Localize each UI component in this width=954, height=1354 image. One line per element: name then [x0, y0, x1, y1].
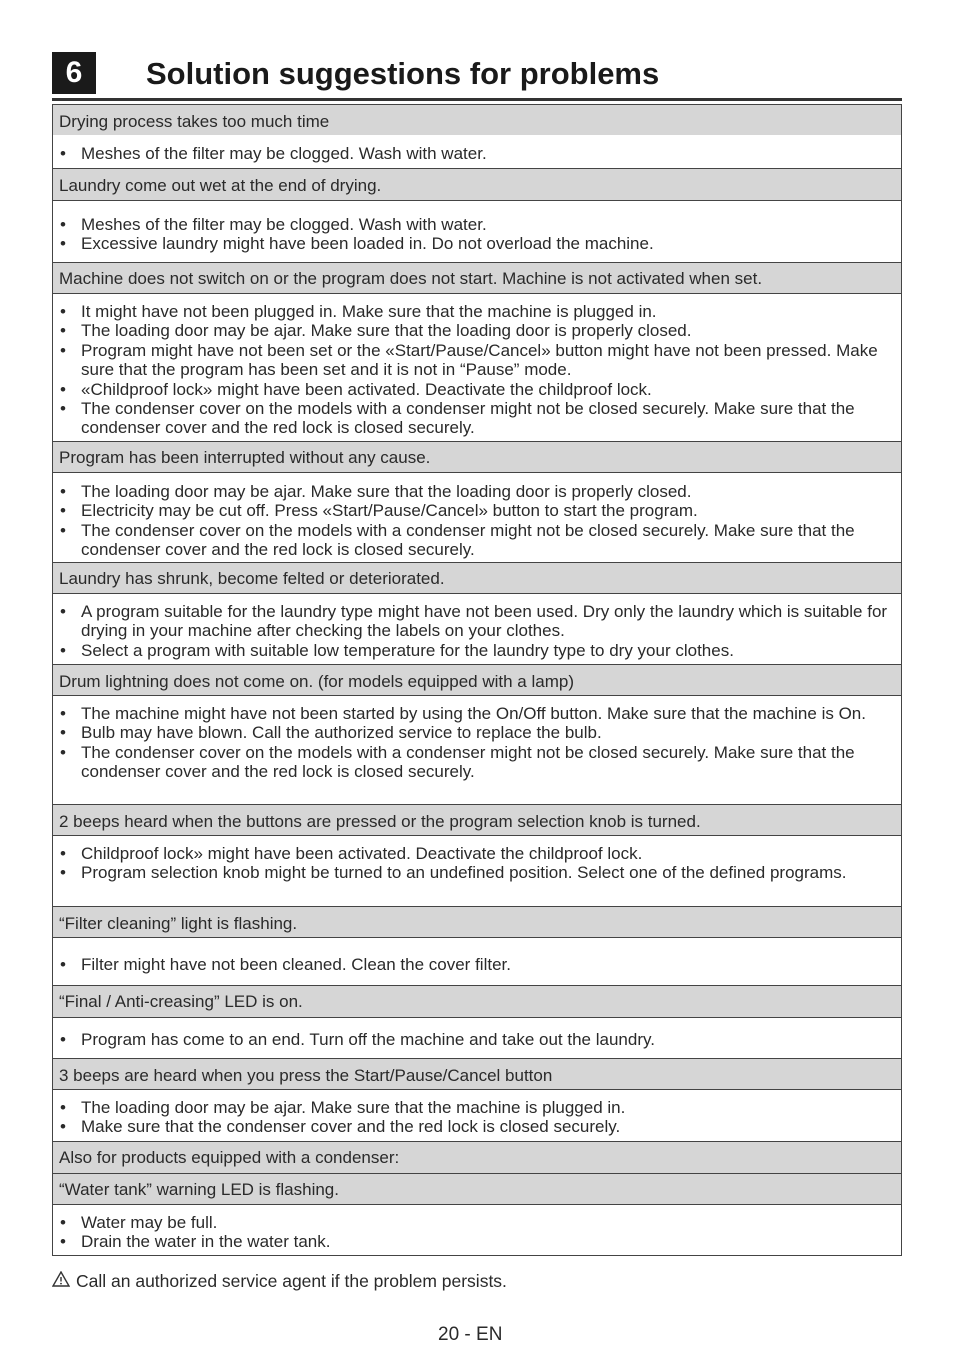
section-title: Solution suggestions for problems: [146, 56, 660, 91]
solution-item: • Program selection knob might be turned to an undefined position. Select one of the defined programs.: [53, 863, 901, 882]
solution-item: • Program might have not been set or the «Start/Pause/Cancel» button might have not been pressed. Make sure that the program has been set and it is not in “Pause” mode.: [53, 341, 901, 380]
footer-note-text: Call an authorized service agent if the problem persists.: [76, 1271, 507, 1291]
solution-list: [53, 482, 901, 560]
solution-item: • It might have not been plugged in. Make sure that the machine is plugged in.: [53, 302, 901, 321]
solution-item: • Childproof lock» might have been activated. Deactivate the childproof lock.: [53, 844, 901, 863]
solution-row: [52, 836, 902, 907]
solution-list: [53, 1030, 901, 1049]
solution-item: • Water may be full.: [53, 1213, 901, 1232]
page-number: 20 - EN: [438, 1324, 503, 1345]
solution-item: • Program has come to an end. Turn off the machine and take out the laundry.: [53, 1030, 901, 1049]
problem-title: “Filter cleaning” light is flashing.: [59, 914, 298, 933]
solution-row: [52, 1090, 902, 1142]
section-heading: [52, 50, 902, 101]
problem-header-row: [52, 986, 902, 1018]
solution-list: [53, 844, 901, 883]
problem-title: Drying process takes too much time: [59, 112, 330, 131]
solution-item: • «Childproof lock» might have been activated. Deactivate the childproof lock.: [53, 380, 901, 399]
solution-row: [52, 1205, 902, 1256]
solution-list: [53, 1213, 901, 1252]
problem-header-row: [52, 1174, 902, 1205]
problem-title: Program has been interrupted without any cause.: [59, 448, 431, 467]
section-number: 6: [52, 52, 96, 94]
solution-item: • The condenser cover on the models with a condenser might not be closed securely. Make sure that the condenser cover and the red lock is closed securely.: [53, 521, 901, 560]
solution-item: • A program suitable for the laundry type might have not been used. Dry only the laundry which is suitable for drying in your machine after checking the labels on your clothes.: [53, 602, 901, 641]
solution-row: [52, 294, 902, 442]
solution-row: [52, 135, 902, 169]
problem-header-row: [52, 563, 902, 594]
solution-list: [53, 302, 901, 438]
solution-row: [52, 201, 902, 263]
solution-item: • Meshes of the filter may be clogged. Wash with water.: [53, 215, 901, 234]
solution-item: • Electricity may be cut off. Press «Start/Pause/Cancel» button to start the program.: [53, 501, 901, 520]
problem-title: 3 beeps are heard when you press the Start/Pause/Cancel button: [59, 1066, 553, 1085]
solution-item: • Make sure that the condenser cover and the red lock is closed securely.: [53, 1117, 901, 1136]
problem-header-row: [52, 263, 902, 294]
footer-note: [52, 1270, 507, 1292]
problem-title: Laundry come out wet at the end of drying.: [59, 176, 382, 195]
solution-list: [53, 144, 901, 163]
problem-header-row: [52, 665, 902, 696]
solution-row: [52, 1018, 902, 1059]
problem-title: 2 beeps heard when the buttons are pressed or the program selection knob is turned.: [59, 812, 701, 831]
solution-item: • Select a program with suitable low temperature for the laundry type to dry your clothes.: [53, 641, 901, 660]
problem-header-row: [52, 1059, 902, 1090]
solution-list: [53, 1098, 901, 1137]
solution-item: • Drain the water in the water tank.: [53, 1232, 901, 1251]
solution-item: • Excessive laundry might have been loaded in. Do not overload the machine.: [53, 234, 901, 253]
problem-header-row: [52, 907, 902, 938]
solution-row: [52, 473, 902, 563]
problem-title: Machine does not switch on or the program does not start. Machine is not activated when set.: [59, 269, 763, 288]
solution-item: • The condenser cover on the models with a condenser might not be closed securely. Make sure that the condenser cover and the red lock is closed securely.: [53, 743, 901, 782]
solution-row: [52, 594, 902, 665]
solution-list: [53, 955, 901, 974]
solution-item: • Bulb may have blown. Call the authorized service to replace the bulb.: [53, 723, 901, 742]
solution-row: [52, 938, 902, 986]
solution-list: [53, 602, 901, 660]
solution-item: • The machine might have not been started by using the On/Off button. Make sure that the machine is On.: [53, 704, 901, 723]
solution-list: [53, 215, 901, 254]
problem-title: Drum lightning does not come on. (for models equipped with a lamp): [59, 672, 574, 691]
solution-row: [52, 696, 902, 805]
warning-icon: [52, 1270, 70, 1292]
problem-header-row: [52, 104, 902, 136]
problem-title: “Final / Anti-creasing” LED is on.: [59, 992, 303, 1011]
problem-header-row: [52, 1142, 902, 1174]
solution-item: • Meshes of the filter may be clogged. Wash with water.: [53, 144, 901, 163]
problem-title: “Water tank” warning LED is flashing.: [59, 1180, 339, 1199]
solution-item: • The loading door may be ajar. Make sure that the loading door is properly closed.: [53, 482, 901, 501]
solution-list: [53, 704, 901, 782]
problem-header-row: [52, 169, 902, 201]
problem-header-row: [52, 805, 902, 836]
solution-item: • The loading door may be ajar. Make sure that the machine is plugged in.: [53, 1098, 901, 1117]
problem-title: Also for products equipped with a condenser:: [59, 1148, 400, 1167]
solution-item: • Filter might have not been cleaned. Clean the cover filter.: [53, 955, 901, 974]
solution-item: • The condenser cover on the models with a condenser might not be closed securely. Make sure that the condenser cover and the red lock is closed securely.: [53, 399, 901, 438]
problem-title: Laundry has shrunk, become felted or deteriorated.: [59, 569, 445, 588]
solution-item: • The loading door may be ajar. Make sure that the loading door is properly closed.: [53, 321, 901, 340]
problem-header-row: [52, 442, 902, 473]
